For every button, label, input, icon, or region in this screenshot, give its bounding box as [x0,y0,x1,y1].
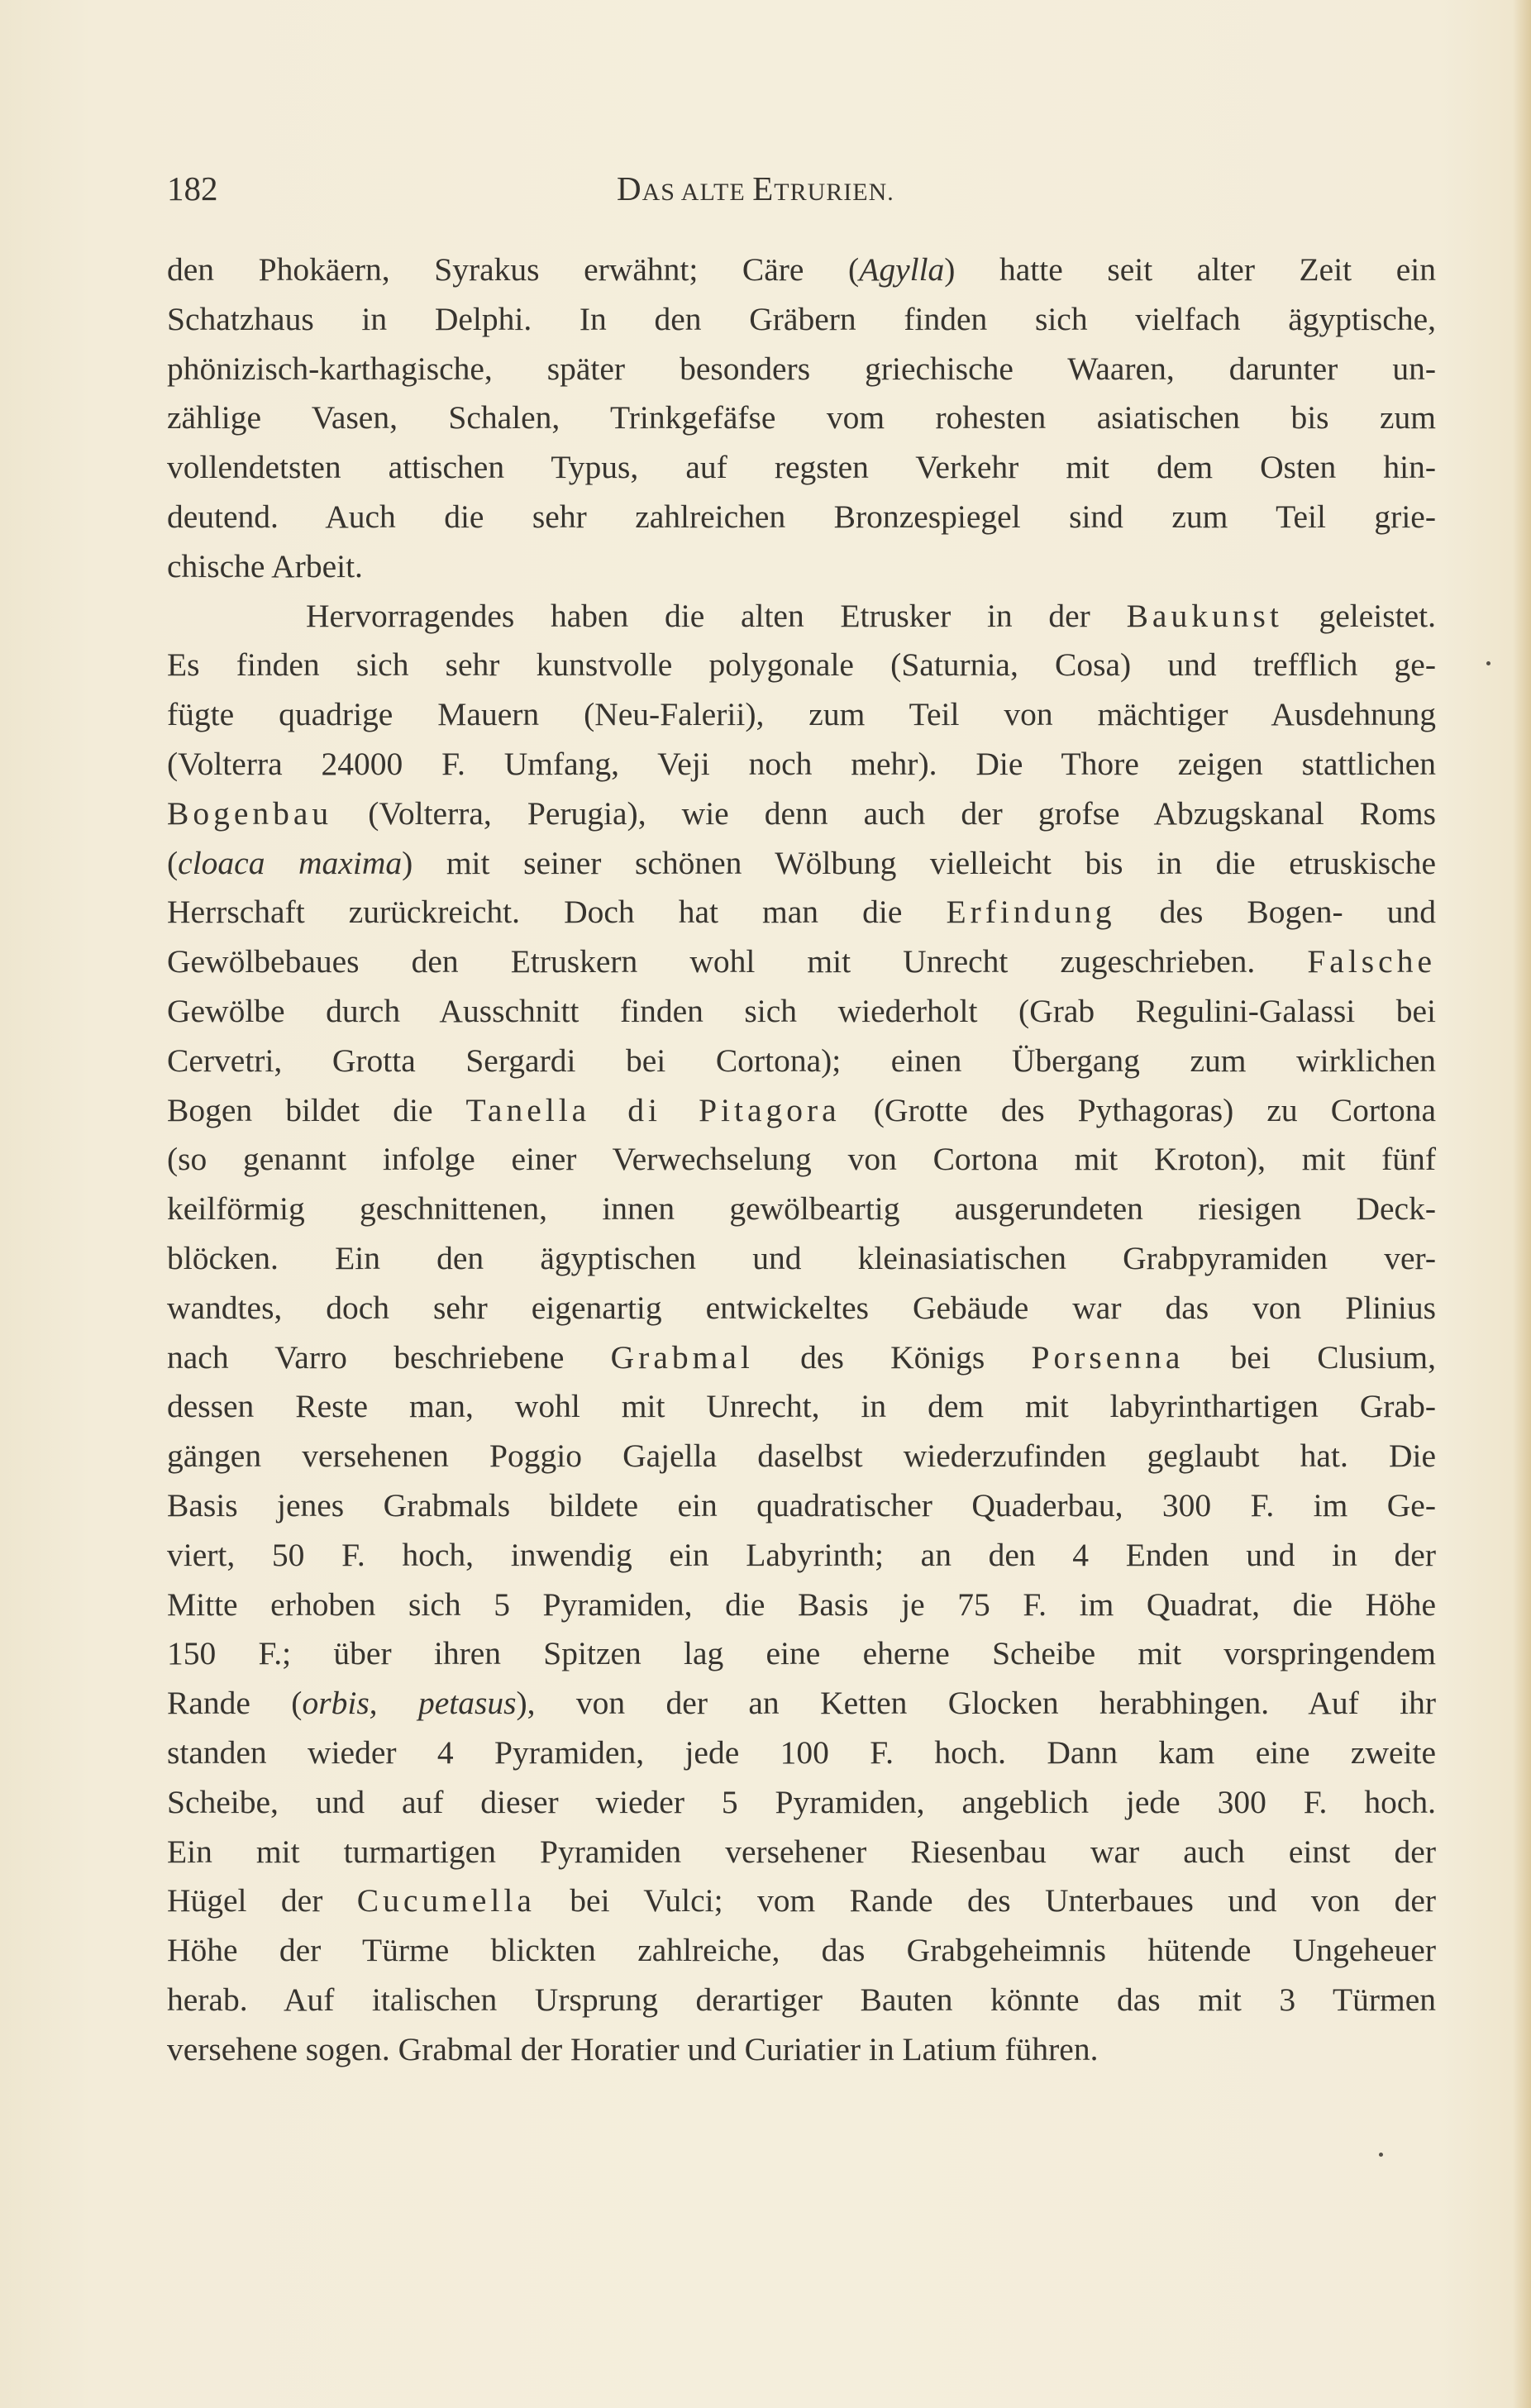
text-line [167,740,1436,789]
text-run: Hügel der [167,1882,357,1919]
text-line [167,345,1436,394]
spaced-emphasis: Grabmal [610,1338,754,1376]
spaced-emphasis: Cucumella [356,1882,536,1919]
text-run: 150 F.; über ihren Spitzen lag eine eherne Scheibe mit vorspringendem [167,1635,1436,1672]
text-run: herab. Auf italischen Ursprung derartiger Bauten könnte das mit 3 Türmen [167,1981,1436,2018]
page-header [167,164,1436,213]
text-line [167,443,1436,493]
text-line [167,1284,1436,1333]
text-run: gängen versehenen Poggio Gajella daselbst wiederzufinden geglaubt hat. Die [167,1438,1436,1475]
text-run: viert, 50 F. hoch, inwendig ein Labyrinth; an den 4 Enden und in der [167,1536,1436,1573]
spaced-emphasis: Bogenbau [167,794,333,832]
text-line [167,1037,1436,1086]
page-number: 182 [167,169,218,207]
text-run: dessen Reste man, wohl mit Unrecht, in dem mit labyrinthartigen Grab- [167,1388,1436,1425]
text-line [167,2025,1436,2075]
text-run: nach Varro beschriebene [167,1338,611,1376]
text-run: Gewölbebaues den Etruskern wohl mit Unrecht zugeschrieben. [167,943,1308,980]
text-run: Höhe der Türme blickten zahlreiche, das Grabgeheimnis hütende Ungeheuer [167,1932,1436,1969]
text-run: (so genannt infolge einer Verwechselung von Cortona mit Kroton), mit fünf [167,1141,1436,1178]
text-line [167,839,1436,889]
text-run: Scheibe, und auf dieser wieder 5 Pyramiden, angeblich jede 300 F. hoch. [167,1783,1436,1820]
text-line [167,1679,1436,1729]
text-line [167,641,1436,690]
text-line [167,1234,1436,1284]
text-run: bei Clusium, [1184,1338,1436,1376]
text-line [167,888,1436,937]
text-line [167,1581,1436,1630]
text-line [167,1531,1436,1581]
text-run: standen wieder 4 Pyramiden, jede 100 F. hoch. Dann kam eine zweite [167,1733,1436,1771]
spaced-emphasis: Falsche [1307,943,1436,980]
text-run: chische Arbeit. [167,547,363,584]
italic-term: cloaca maxima [178,844,403,881]
print-speck [1379,2153,1383,2157]
text-run: Es finden sich sehr kunstvolle polygonale (Saturnia, Cosa) und trefflich ge- [167,646,1436,684]
text-line [167,1778,1436,1828]
text-run: des Bogen- und [1115,894,1437,931]
text-run: Hervorragendes haben die alten Etrusker in der [306,597,1127,634]
text-run: geleistet. [1282,597,1437,634]
text-line [167,690,1436,740]
text-line [167,1432,1436,1481]
text-run: Ein mit turmartigen Pyramiden versehener Riesenbau war auch einst der [167,1833,1436,1870]
italic-term: orbis, petasus [302,1685,517,1722]
text-line [167,789,1436,839]
print-speck [1486,661,1490,665]
text-run: wandtes, doch sehr eigenartig entwickeltes Gebäude war das von Plinius [167,1289,1436,1326]
text-run: (Grotte des Pythagoras) zu Cortona [840,1091,1436,1128]
text-run: vollendetsten attischen Typus, auf regsten Verkehr mit dem Osten hin- [167,449,1436,486]
text-run: Bogen bildet die [167,1091,466,1128]
page-edge-shadow [1513,0,1531,2408]
text-line [167,1135,1436,1185]
text-run: Gewölbe durch Ausschnitt finden sich wiederholt (Grab Regulini-Galassi bei [167,992,1436,1029]
text-line [167,1926,1436,1976]
text-run: des Königs [753,1338,1032,1376]
text-line [167,542,1436,592]
text-run: deutend. Auch die sehr zahlreichen Bronzespiegel sind zum Teil grie- [167,498,1436,535]
text-run: Schatzhaus in Delphi. In den Gräbern finden sich vielfach ägyptische, [167,300,1436,337]
text-line [167,1629,1436,1679]
text-run: phönizisch-karthagische, später besonders griechische Waaren, darunter un- [167,350,1436,387]
text-run: blöcken. Ein den ägyptischen und kleinasiatischen Grabpyramiden ver- [167,1239,1436,1276]
text-run: (Volterra, Perugia), wie denn auch der grofse Abzugskanal Roms [332,794,1436,832]
text-line [167,246,1436,295]
text-line [167,987,1436,1037]
text-line [167,1976,1436,2025]
text-line [167,1481,1436,1531]
text-run: ), von der an Ketten Glocken herabhingen. Auf ihr [516,1685,1436,1722]
text-run: Basis jenes Grabmals bildete ein quadratischer Quaderbau, 300 F. im Ge- [167,1486,1436,1523]
text-run: keilförmig geschnittenen, innen gewölbeartig ausgerundeten riesigen Deck- [167,1190,1436,1228]
text-run: (Volterra 24000 F. Umfang, Veji noch mehr). Die Thore zeigen stattlichen [167,745,1436,782]
text-line [167,592,1436,641]
text-run: ) hatte seit alter Zeit ein [944,251,1436,288]
spaced-emphasis: Erfindung [946,894,1116,931]
text-run: den Phokäern, Syrakus erwähnt; Cäre ( [167,251,860,288]
text-line [167,1185,1436,1234]
text-line [167,1729,1436,1778]
text-line [167,1876,1436,1926]
running-title: DAS ALTE ETRURIEN. [617,169,894,207]
text-line [167,393,1436,443]
text-run: ( [167,844,179,881]
text-line [167,1086,1436,1136]
text-run: bei Vulci; vom Rande des Unterbaues und von der [535,1882,1437,1919]
text-run: versehene sogen. Grabmal der Horatier und Curiatier in Latium führen. [167,2030,1099,2067]
spaced-emphasis: Baukunst [1126,597,1283,634]
body-text [167,246,1436,2074]
spaced-emphasis: Porsenna [1031,1338,1185,1376]
text-line [167,1382,1436,1432]
text-line [167,1333,1436,1383]
text-run: Herrschaft zurückreicht. Doch hat man die [167,894,947,931]
text-run: Cervetri, Grotta Sergardi bei Cortona); einen Übergang zum wirklichen [167,1042,1436,1079]
text-run: Rande ( [167,1685,303,1722]
text-run: zählige Vasen, Schalen, Trinkgefäfse vom rohesten asiatischen bis zum [167,399,1436,436]
text-line [167,493,1436,542]
text-run: ) mit seiner schönen Wölbung vielleicht bis in die etruskische [402,844,1436,881]
text-run: fügte quadrige Mauern (Neu-Falerii), zum Teil von mächtiger Ausdehnung [167,696,1436,733]
text-line [167,937,1436,987]
text-line [167,1828,1436,1877]
spaced-emphasis: Tanella di Pitagora [465,1091,841,1128]
text-line [167,295,1436,345]
italic-term: Agylla [859,251,945,288]
text-run: Mitte erhoben sich 5 Pyramiden, die Basis je 75 F. im Quadrat, die Höhe [167,1585,1436,1623]
